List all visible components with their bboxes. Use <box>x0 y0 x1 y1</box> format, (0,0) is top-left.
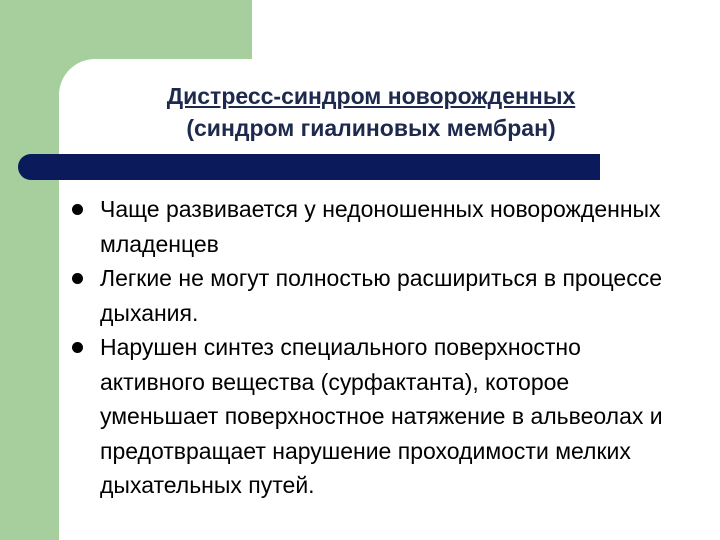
bullet-text: Чаще развивается у недоношенных новорожденных младенцев <box>100 196 661 257</box>
slide-title <box>60 80 682 144</box>
bullet-list <box>72 192 692 503</box>
bullet-item <box>72 192 692 261</box>
title-line-2: (синдром гиалиновых мембран) <box>186 115 556 141</box>
bullet-text: Легкие не могут полностью расшириться в процессе дыхания. <box>100 265 663 326</box>
bullet-item <box>72 261 692 330</box>
bullet-dot-icon <box>72 342 83 353</box>
bullet-text: Нарушен синтез специального поверхностно активного вещества (сурфактанта), которое уменьшает поверхностное натяжение в альвеолах и предотвращает нарушение проходимости мелких дыхательных путей. <box>100 334 663 498</box>
bullet-dot-icon <box>72 204 83 215</box>
title-underline-bar <box>18 154 600 180</box>
title-line-1: Дистресс-синдром новорожденных <box>166 83 576 109</box>
bullet-dot-icon <box>72 273 83 284</box>
bullet-item <box>72 330 692 503</box>
